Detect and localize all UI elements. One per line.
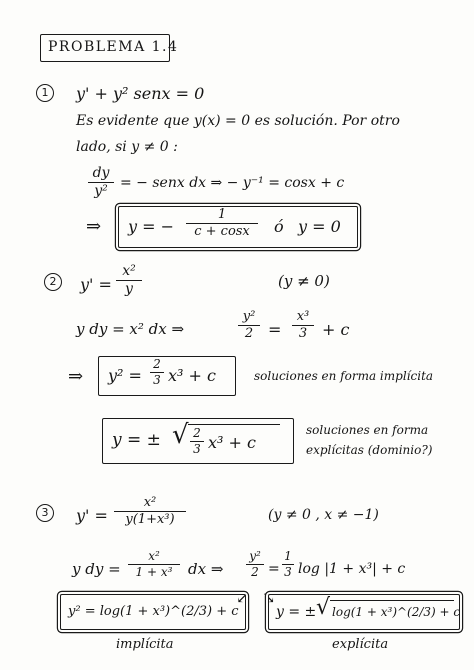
p3-explicit-label: explícita bbox=[332, 637, 389, 652]
p3-explicit-inner: log(1 + x³)^(2/3) + c bbox=[332, 605, 461, 619]
p3-l2-rest: log |1 + x³| + c bbox=[298, 561, 406, 577]
p1-equation: y' + y² senx = 0 bbox=[76, 84, 205, 103]
p2-implicit-rest: x³ + c bbox=[168, 366, 216, 385]
p2-eq-den: y bbox=[125, 281, 133, 298]
p3-sqrt-content bbox=[330, 600, 461, 623]
p3-arrow-right: ↙ bbox=[236, 588, 250, 607]
p3-l2-mid: dx ⇒ bbox=[188, 560, 224, 578]
p1-sep-den: y² bbox=[94, 183, 108, 200]
p1-line2: Es evidente que y(x) = 0 es solución. Por otro bbox=[76, 113, 400, 129]
p2-implicit-lhs: y² = bbox=[108, 366, 142, 385]
sqrt-sign: √ bbox=[172, 420, 189, 450]
p3-l2-den: 1 + x³ bbox=[135, 565, 173, 580]
p3-implicit-label: implícita bbox=[116, 637, 174, 652]
sqrt-sign: √ bbox=[316, 595, 331, 620]
problem-number-2: 2 bbox=[44, 273, 62, 291]
p3-l2-fraction bbox=[128, 550, 180, 579]
p3-eq-den: y(1+x³) bbox=[125, 512, 175, 528]
p2-l2-rest: + c bbox=[322, 320, 350, 339]
p3-l2-den2: 2 bbox=[251, 565, 259, 580]
p3-eq-lhs: y' = bbox=[76, 506, 108, 525]
p2-expl-den: 3 bbox=[193, 442, 201, 457]
p1-sep-num: dy bbox=[92, 165, 110, 181]
sqrt-vinculum bbox=[188, 424, 280, 455]
p1-result-lhs: y = − bbox=[128, 217, 175, 236]
p2-explicit-note1: soluciones en forma bbox=[306, 423, 429, 437]
p2-l2-eq: = bbox=[268, 320, 282, 339]
p1-result-den: c + cosx bbox=[194, 224, 250, 240]
p3-implicit-formula: y² = log(1 + x³)^(2/3) + c bbox=[68, 604, 239, 619]
p3-eq-fraction bbox=[114, 496, 186, 528]
problem-number-3: 3 bbox=[36, 504, 54, 522]
p2-explicit-lhs: y = ± bbox=[112, 430, 161, 450]
sqrt-vinculum bbox=[330, 600, 461, 623]
p2-explicit-note2: explícitas (dominio?) bbox=[306, 443, 433, 457]
p3-condition: (y ≠ 0 , x ≠ −1) bbox=[268, 507, 379, 523]
p1-separation-rest: = − senx dx ⇒ − y⁻¹ = cosx + c bbox=[120, 175, 345, 191]
p2-l2-frac2 bbox=[292, 310, 314, 342]
p2-condition: (y ≠ 0) bbox=[278, 272, 330, 290]
p2-implicit-note: soluciones en forma implícita bbox=[254, 369, 434, 383]
p2-l2-num2: x³ bbox=[296, 309, 310, 324]
p1-line3: lado, si y ≠ 0 : bbox=[76, 139, 178, 155]
p2-impl-num: 2 bbox=[153, 357, 161, 371]
problem-number-1: 1 bbox=[36, 84, 54, 102]
p3-l2-lhs: y dy = bbox=[72, 560, 121, 578]
p2-sqrt-content bbox=[188, 424, 280, 455]
page-title: PROBLEMA 1.4 bbox=[48, 39, 179, 55]
p3-l2-den3: 3 bbox=[284, 565, 292, 580]
p2-eq-num: x² bbox=[122, 263, 136, 279]
p3-l2-frac3 bbox=[282, 550, 294, 579]
p1-result-fraction bbox=[186, 208, 258, 240]
p3-l2-num2: y² bbox=[249, 549, 261, 563]
p1-sep-fraction bbox=[88, 166, 114, 200]
p1-result-or: ó bbox=[274, 217, 284, 236]
p2-expl-num: 2 bbox=[193, 426, 201, 440]
p1-arrow: ⇒ bbox=[86, 216, 102, 237]
p2-implicit-fraction bbox=[150, 358, 164, 387]
p3-l2-frac2 bbox=[246, 550, 264, 579]
p2-l2-frac1 bbox=[238, 310, 260, 342]
p1-result-rhs: y = 0 bbox=[298, 217, 341, 236]
p3-l2-num: x² bbox=[148, 549, 160, 563]
p2-l2-num1: y² bbox=[242, 309, 256, 324]
p2-arrow: ⇒ bbox=[68, 366, 84, 387]
p3-eq-num: x² bbox=[143, 495, 157, 510]
p2-l2-den1: 2 bbox=[244, 326, 254, 342]
p3-explicit-lhs: y = ± bbox=[276, 604, 317, 620]
p2-impl-den: 3 bbox=[153, 373, 161, 388]
p3-l2-num3: 1 bbox=[284, 549, 292, 563]
p3-l2-eq: = bbox=[268, 561, 280, 577]
p2-eq-fraction bbox=[116, 264, 142, 298]
p2-explicit-rest: x³ + c bbox=[208, 433, 256, 452]
p1-result-num: 1 bbox=[217, 207, 227, 222]
p2-line2: y dy = x² dx ⇒ bbox=[76, 320, 185, 338]
p2-l2-den2: 3 bbox=[298, 326, 308, 342]
p2-eq-lhs: y' = bbox=[80, 275, 112, 294]
p2-explicit-fraction bbox=[190, 427, 204, 456]
p3-arrow-left: ↘ bbox=[262, 588, 276, 607]
